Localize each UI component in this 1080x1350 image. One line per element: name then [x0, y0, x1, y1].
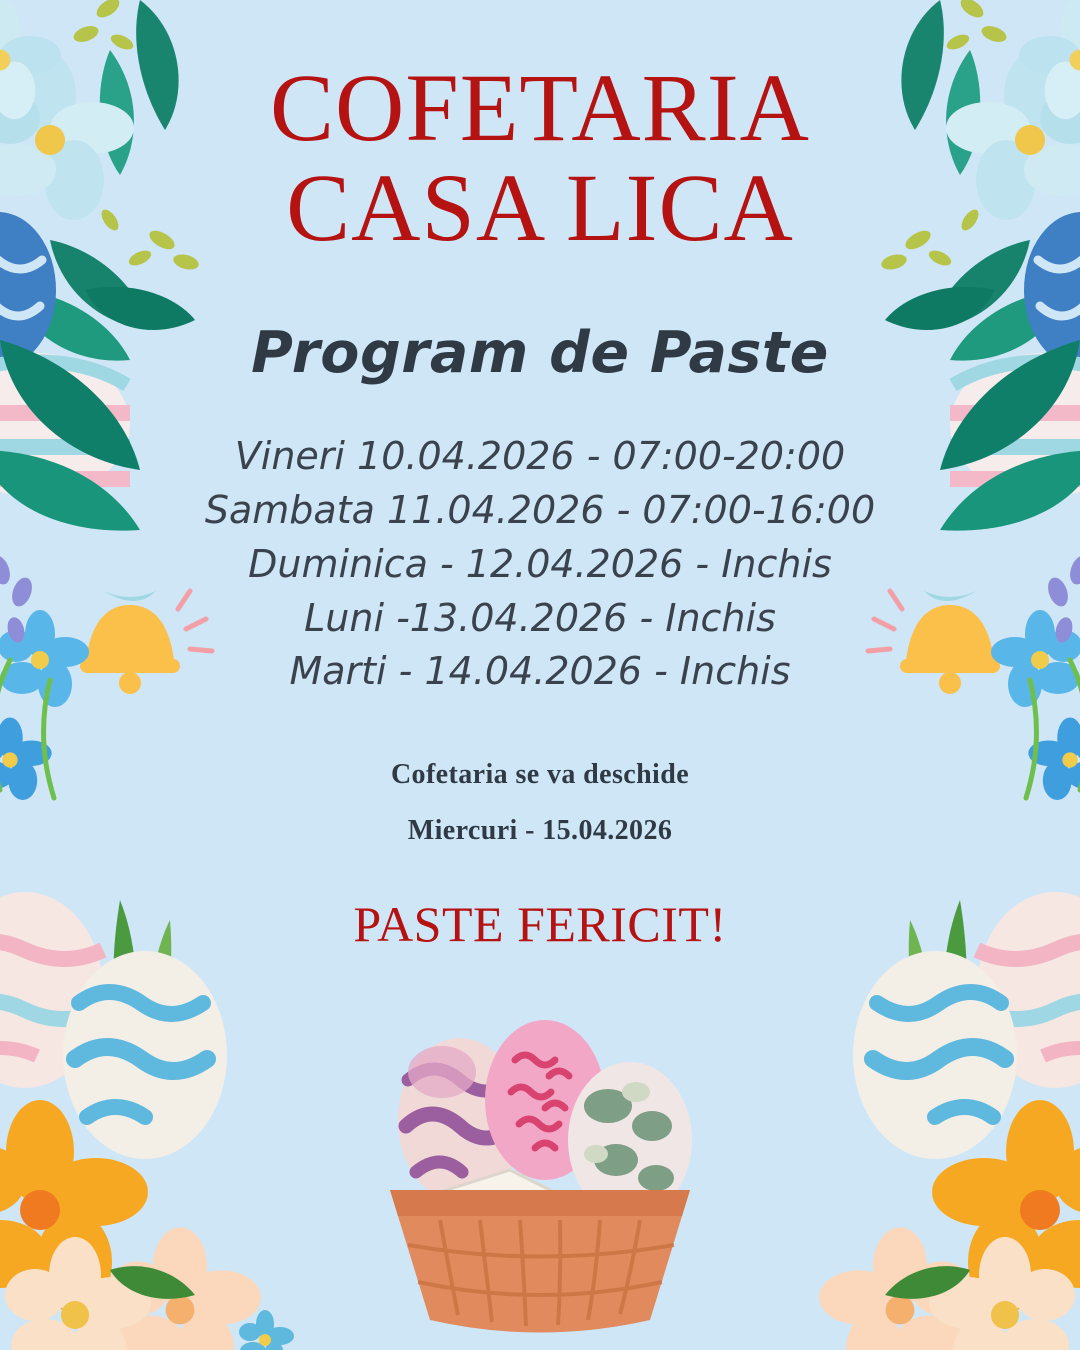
schedule-item: Vineri 10.04.2026 - 07:00-20:00	[234, 433, 846, 478]
schedule-item: Marti - 14.04.2026 - Inchis	[289, 649, 791, 694]
reopening-note	[0, 747, 1080, 859]
page-title	[160, 54, 920, 261]
subtitle: Program de Paste	[251, 319, 829, 386]
reopening-line-1: Cofetaria se va deschide	[390, 759, 690, 791]
schedule-item: Duminica - 12.04.2026 - Inchis	[248, 541, 832, 586]
title-line-2: CASA LICA	[286, 153, 794, 261]
schedule-item: Luni -13.04.2026 - Inchis	[304, 595, 776, 640]
schedule-item: Sambata 11.04.2026 - 07:00-16:00	[204, 487, 876, 532]
greeting-text: PASTE FERICIT!	[353, 896, 727, 953]
easter-basket-illustration	[330, 1020, 750, 1340]
reopening-line-2: Miercuri - 15.04.2026	[407, 815, 673, 847]
schedule-list	[0, 430, 1080, 700]
title-line-1: COFETARIA	[270, 54, 810, 161]
